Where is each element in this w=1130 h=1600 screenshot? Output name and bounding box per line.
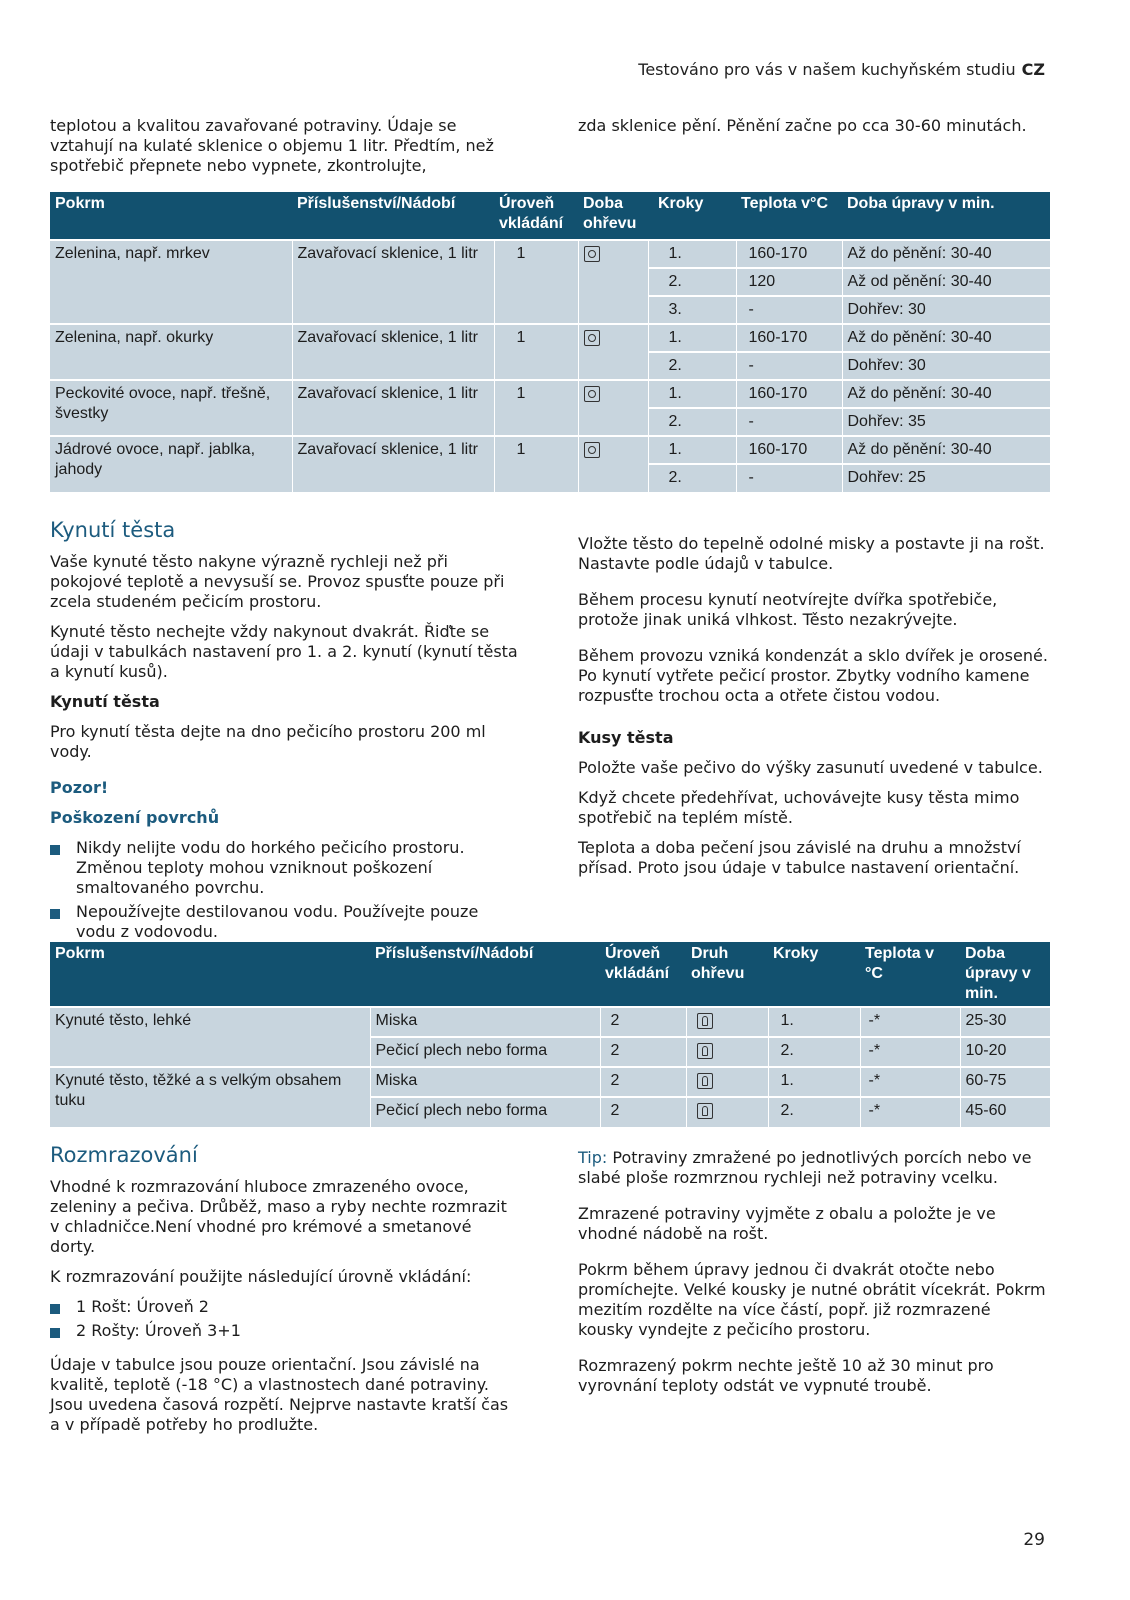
col-header: Pokrm	[50, 192, 292, 240]
dough-sub1: Kynutí těsta	[50, 692, 160, 711]
header-title: Testováno pro vás v našem kuchyňském studiu	[638, 60, 1016, 79]
dough-p2: Kynuté těsto nechejte vždy nakynout dvakrát. Řiďte se údaji v tabulkách nastavení pro 1. a 2. kynutí (kynutí těsta a kynutí kusů).	[50, 622, 518, 681]
warning-list	[50, 838, 520, 942]
level-cell: 2	[600, 1097, 686, 1127]
hot-air-icon	[584, 330, 600, 346]
hot-air-icon	[584, 246, 600, 262]
col-header: Příslušenství/Nádobí	[292, 192, 494, 240]
step-cell: 1.	[648, 436, 736, 464]
col-header: Kroky	[768, 942, 860, 1007]
warning-label: Pozor!	[50, 778, 109, 797]
dish-cell: Zelenina, např. okurky	[50, 324, 292, 380]
hot-air-icon	[584, 442, 600, 458]
defrost-tip	[578, 1148, 1048, 1188]
temp-cell: 160-170	[736, 380, 842, 408]
dish-cell: Kynuté těsto, lehké	[50, 1007, 370, 1067]
level-cell: 2	[600, 1037, 686, 1067]
intro-left	[50, 116, 510, 176]
accessory-cell: Pečicí plech nebo forma	[370, 1037, 600, 1067]
time-cell: Dohřev: 35	[842, 408, 1050, 436]
defrost-r4: Rozmrazený pokrm nechte ještě 10 až 30 minut pro vyrovnání teploty odstát ve vypnuté troubě.	[578, 1356, 994, 1395]
table-row	[50, 436, 1050, 464]
heating-cell	[578, 436, 648, 492]
step-cell: 1.	[648, 240, 736, 268]
time-cell: Dohřev: 30	[842, 352, 1050, 380]
temp-cell: -	[736, 464, 842, 492]
temp-cell: 160-170	[736, 324, 842, 352]
step-cell: 3.	[648, 296, 736, 324]
temp-cell: -*	[860, 1067, 960, 1097]
heating-cell	[686, 1007, 768, 1037]
col-header: Příslušenství/Nádobí	[370, 942, 600, 1007]
time-cell: 10-20	[960, 1037, 1050, 1067]
temp-cell: -*	[860, 1007, 960, 1037]
time-cell: Až od pěnění: 30-40	[842, 268, 1050, 296]
list-item: 2 Rošty: Úroveň 3+1	[50, 1321, 520, 1341]
bottom-heat-icon	[697, 1013, 713, 1029]
intro-right	[578, 116, 1048, 136]
col-header: Doba ohřevu	[578, 192, 648, 240]
time-cell: 25-30	[960, 1007, 1050, 1037]
time-cell: 45-60	[960, 1097, 1050, 1127]
col-header: Doba úpravy v min.	[842, 192, 1050, 240]
col-header: Úroveň vkládání	[494, 192, 578, 240]
heating-cell	[578, 380, 648, 436]
defrost-r3: Pokrm během úpravy jednou či dvakrát otočte nebo promíchejte. Velké kousky je nutné obrátit vícekrát. Pokrm mezitím rozdělte na více částí, popř. již rozmrazené kousky vyndejte z pečicího prostoru.	[578, 1260, 1046, 1339]
heating-cell	[686, 1067, 768, 1097]
tip-label: Tip:	[578, 1148, 608, 1167]
col-header: Úroveň vkládání	[600, 942, 686, 1007]
step-cell: 2.	[648, 352, 736, 380]
heating-cell	[578, 240, 648, 324]
step-cell: 2.	[648, 268, 736, 296]
accessory-cell: Pečicí plech nebo forma	[370, 1097, 600, 1127]
time-cell: Dohřev: 25	[842, 464, 1050, 492]
accessory-cell: Zavařovací sklenice, 1 litr	[292, 324, 494, 380]
step-cell: 1.	[768, 1067, 860, 1097]
time-cell: Dohřev: 30	[842, 296, 1050, 324]
bottom-heat-icon	[697, 1073, 713, 1089]
col-header: Kroky	[648, 192, 736, 240]
accessory-cell: Miska	[370, 1007, 600, 1037]
hot-air-icon	[584, 386, 600, 402]
accessory-cell: Zavařovací sklenice, 1 litr	[292, 240, 494, 324]
dough-r5: Když chcete předehřívat, uchovávejte kusy těsta mimo spotřebič na teplém místě.	[578, 788, 1020, 827]
step-cell: 2.	[648, 464, 736, 492]
col-header: Teplota v °C	[860, 942, 960, 1007]
header-lang: CZ	[1021, 60, 1045, 79]
dough-table	[50, 942, 1050, 1127]
table-row	[50, 1007, 1050, 1037]
dough-r4: Položte vaše pečivo do výšky zasunutí uvedené v tabulce.	[578, 758, 1043, 777]
step-cell: 1.	[648, 380, 736, 408]
temp-cell: -*	[860, 1037, 960, 1067]
dough-r6: Teplota a doba pečení jsou závislé na druhu a množství přísad. Proto jsou údaje v tabulce nastavení orientační.	[578, 838, 1021, 877]
list-item: Nepoužívejte destilovanou vodu. Používejte pouze vodu z vodovodu.	[50, 902, 520, 942]
dough-r1: Vložte těsto do tepelně odolné misky a postavte ji na rošt. Nastavte podle údajů v tabulce.	[578, 534, 1045, 573]
tip-text: Potraviny zmražené po jednotlivých porcích nebo ve slabé ploše rozmrznou rychleji než potraviny vcelku.	[578, 1148, 1032, 1187]
temp-cell: -	[736, 296, 842, 324]
level-cell: 1	[494, 240, 578, 324]
level-cell: 1	[494, 380, 578, 436]
list-item: Nikdy nelijte vodu do horkého pečicího prostoru. Změnou teploty mohou vzniknout poškození smaltovaného povrchu.	[50, 838, 520, 898]
accessory-cell: Zavařovací sklenice, 1 litr	[292, 436, 494, 492]
table-row	[50, 1067, 1050, 1097]
dish-cell: Zelenina, např. mrkev	[50, 240, 292, 324]
step-cell: 2.	[768, 1097, 860, 1127]
dish-cell: Kynuté těsto, těžké a s velkým obsahem tuku	[50, 1067, 370, 1127]
step-cell: 2.	[768, 1037, 860, 1067]
table-header-row	[50, 942, 1050, 1007]
dough-r2: Během procesu kynutí neotvírejte dvířka spotřebiče, protože jinak uniká vlhkost. Těsto nezakrývejte.	[578, 590, 998, 629]
heating-cell	[686, 1097, 768, 1127]
step-cell: 1.	[768, 1007, 860, 1037]
accessory-cell: Zavařovací sklenice, 1 litr	[292, 380, 494, 436]
dough-right-column	[578, 534, 1048, 888]
level-cell: 1	[494, 436, 578, 492]
dough-r3: Během provozu vzniká kondenzát a sklo dvířek je orosené. Po kynutí vytřete pečicí prostor. Zbytky vodního kamene rozpusťte trochou octa a otřete čistou vodou.	[578, 646, 1048, 705]
table-row	[50, 380, 1050, 408]
col-header: Teplota v°C	[736, 192, 842, 240]
section-title-defrost: Rozmrazování	[50, 1143, 198, 1167]
level-cell: 1	[494, 324, 578, 380]
warning-title: Poškození povrchů	[50, 808, 220, 827]
time-cell: Až do pěnění: 30-40	[842, 436, 1050, 464]
table-row	[50, 324, 1050, 352]
defrost-p2: K rozmrazování použijte následující úrovně vkládání:	[50, 1267, 472, 1286]
level-cell: 2	[600, 1007, 686, 1037]
dish-cell: Jádrové ovoce, např. jablka, jahody	[50, 436, 292, 492]
heating-cell	[578, 324, 648, 380]
step-cell: 2.	[648, 408, 736, 436]
table-row	[50, 240, 1050, 268]
section-title-dough: Kynutí těsta	[50, 518, 176, 542]
dough-p3: Pro kynutí těsta dejte na dno pečicího prostoru 200 ml vody.	[50, 722, 486, 761]
defrost-left-column	[50, 1143, 520, 1445]
defrost-r2: Zmrazené potraviny vyjměte z obalu a položte je ve vhodné nádobě na rošt.	[578, 1204, 996, 1243]
col-header: Druh ohřevu	[686, 942, 768, 1007]
list-item: 1 Rošt: Úroveň 2	[50, 1297, 520, 1317]
temp-cell: -*	[860, 1097, 960, 1127]
defrost-level-list	[50, 1297, 520, 1341]
time-cell: 60-75	[960, 1067, 1050, 1097]
bottom-heat-icon	[697, 1043, 713, 1059]
page-number: 29	[1023, 1530, 1045, 1550]
temp-cell: 160-170	[736, 240, 842, 268]
temp-cell: 160-170	[736, 436, 842, 464]
col-header: Pokrm	[50, 942, 370, 1007]
level-cell: 2	[600, 1067, 686, 1097]
time-cell: Až do pěnění: 30-40	[842, 240, 1050, 268]
temp-cell: -	[736, 408, 842, 436]
time-cell: Až do pěnění: 30-40	[842, 324, 1050, 352]
page-header	[638, 60, 1045, 79]
dough-left-column	[50, 518, 520, 952]
col-header: Doba úpravy v min.	[960, 942, 1050, 1007]
accessory-cell: Miska	[370, 1067, 600, 1097]
heating-cell	[686, 1037, 768, 1067]
step-cell: 1.	[648, 324, 736, 352]
dish-cell: Peckovité ovoce, např. třešně, švestky	[50, 380, 292, 436]
temp-cell: -	[736, 352, 842, 380]
intro-left-text: teplotou a kvalitou zavařované potraviny. Údaje se vztahují na kulaté sklenice o objemu 1 litr. Předtím, než spotřebič přepnete nebo vypnete, zkontrolujte,	[50, 116, 494, 175]
temp-cell: 120	[736, 268, 842, 296]
time-cell: Až do pěnění: 30-40	[842, 380, 1050, 408]
intro-right-text: zda sklenice pění. Pěnění začne po cca 30-60 minutách.	[578, 116, 1027, 135]
bottom-heat-icon	[697, 1103, 713, 1119]
defrost-p1: Vhodné k rozmrazování hluboce zmrazeného ovoce, zeleniny a pečiva. Drůběž, maso a ryby nechte rozmrazit v chladničce.Není vhodné pro krémové a smetanové dorty.	[50, 1177, 507, 1256]
defrost-p3: Údaje v tabulce jsou pouze orientační. Jsou závislé na kvalitě, teplotě (-18 °C) a vlastnostech dané potraviny. Jsou uvedena časová rozpětí. Nejprve nastavte kratší čas a v případě potřeby ho prodlužte.	[50, 1355, 509, 1434]
defrost-right-column	[578, 1148, 1048, 1406]
table-header-row	[50, 192, 1050, 240]
dough-sub2: Kusy těsta	[578, 728, 674, 747]
preserving-table	[50, 192, 1050, 492]
dough-p1: Vaše kynuté těsto nakyne výrazně rychleji než při pokojové teplotě a nevysuší se. Provoz spusťte pouze při zcela studeném pečicím prostoru.	[50, 552, 505, 611]
